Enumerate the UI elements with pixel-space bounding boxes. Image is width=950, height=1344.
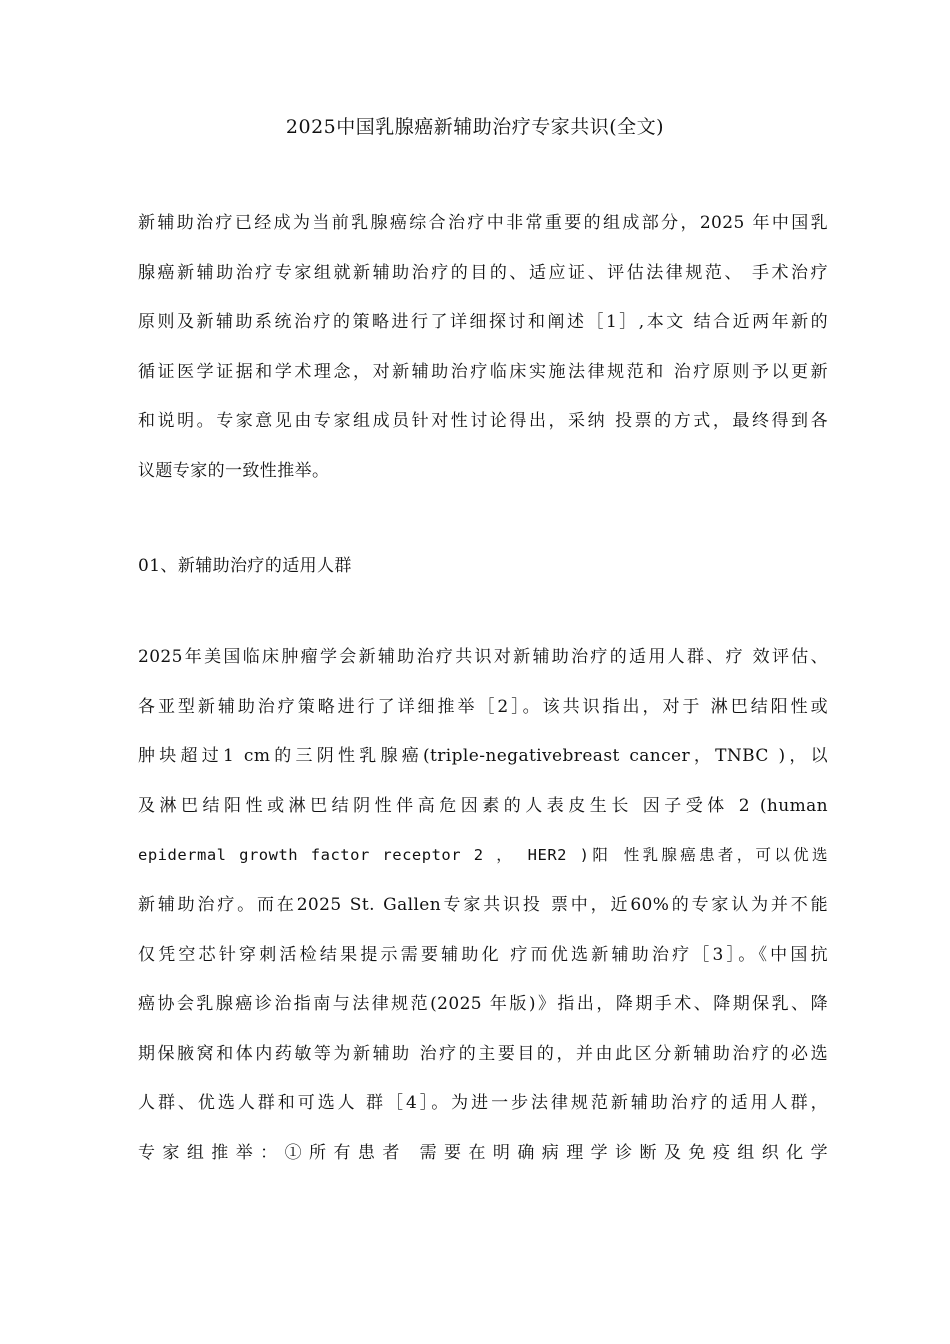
section-line: 人群、优选人群和可选人 群［4］。为进一步法律规范新辅助治疗的适用人群， <box>138 1093 828 1114</box>
section-line: 新辅助治疗。而在2025 St. Gallen专家共识投 票中，近60%的专家认为并不能 <box>138 894 828 915</box>
intro-line: 议题专家的一致性推举。 <box>138 460 330 481</box>
intro-line: 新辅助治疗已经成为当前乳腺癌综合治疗中非常重要的组成部分，2025 年中国乳 <box>138 213 828 233</box>
document-title: 2025中国乳腺癌新辅助治疗专家共识(全文) <box>285 116 665 138</box>
section-paragraph <box>138 633 828 1179</box>
section-line: 癌协会乳腺癌诊治指南与法律规范(2025 年版)》指出，降期手术、降期保乳、降 <box>138 994 828 1015</box>
section-line: 及淋巴结阳性或淋巴结阴性伴高危因素的人表皮生长 因子受体 2 (human <box>138 795 828 816</box>
section-heading: 01、新辅助治疗的适用人群 <box>138 556 352 576</box>
intro-line: 循证医学证据和学术理念，对新辅助治疗临床实施法律规范和 治疗原则予以更新 <box>138 361 828 382</box>
section-line: 仅凭空芯针穿刺活检结果提示需要辅助化 疗而优选新辅助治疗［3］。《中国抗 <box>138 944 828 965</box>
intro-paragraph <box>138 199 828 497</box>
section-line: 专家组推举：①所有患者 需要在明确病理学诊断及免疫组织化学 <box>138 1142 828 1163</box>
intro-line: 腺癌新辅助治疗专家组就新辅助治疗的目的、适应证、评估法律规范、 手术治疗 <box>138 262 828 283</box>
section-line: 期保腋窝和体内药敏等为新辅助 治疗的主要目的，并由此区分新辅助治疗的必选 <box>138 1043 828 1064</box>
section-line: 2025年美国临床肿瘤学会新辅助治疗共识对新辅助治疗的适用人群、疗 效评估、 <box>138 647 828 667</box>
section-line: epidermal growth factor receptor 2 ， HER2 )阳 性乳腺癌患者，可以优选 <box>138 846 828 865</box>
section-line: 各亚型新辅助治疗策略进行了详细推举［2］。该共识指出，对于 淋巴结阳性或 <box>138 696 828 717</box>
intro-line: 和说明。专家意见由专家组成员针对性讨论得出，采纳 投票的方式，最终得到各 <box>138 411 828 432</box>
section-line: 肿块超过1 cm的三阴性乳腺癌(triple-negativebreast cancer，TNBC )，以 <box>138 746 828 767</box>
intro-line: 原则及新辅助系统治疗的策略进行了详细探讨和阐述［1］,本文 结合近两年新的 <box>138 312 828 333</box>
